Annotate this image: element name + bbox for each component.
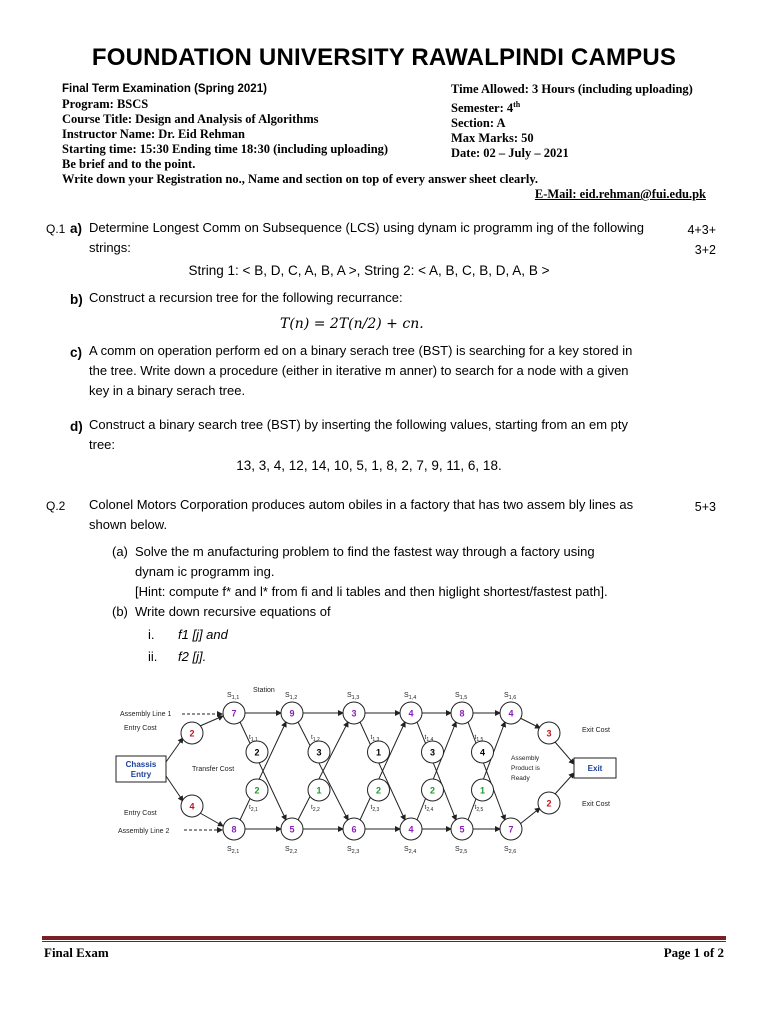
chassis-label: Entry — [130, 770, 152, 779]
transfer-2-4-value: 2 — [429, 785, 436, 796]
text-line: the tree. Write down a procedure (either in iterative m anner) to search for a node with a given — [89, 363, 629, 378]
transfer-cost-label: Transfer Cost — [192, 766, 235, 773]
exit-cost-label: Exit Cost — [582, 727, 611, 734]
station-2-4-value: 4 — [408, 824, 414, 835]
station-1-2-value: 9 — [289, 708, 295, 719]
part-b-text: Construct a recursion tree for the following recurrance: — [89, 290, 403, 305]
station-1-4-value: 4 — [408, 708, 414, 719]
entry-edge — [166, 738, 183, 762]
text-line: tree: — [89, 437, 116, 452]
text-line: Colonel Motors Corporation produces autom obiles in a factory that has two assem bly lines as — [89, 497, 634, 512]
product-ready-label: Product is — [511, 765, 540, 772]
chassis-label: Chassis — [125, 760, 157, 769]
assembly-line-diagram — [112, 680, 632, 860]
footer-rule — [42, 936, 726, 940]
station-1-5-value: 8 — [459, 708, 465, 719]
station-1-label: $S_{1,3}$ — [347, 692, 360, 701]
transfer-2-1-value: 2 — [254, 785, 260, 796]
max-marks: Max Marks: 50 — [451, 131, 534, 146]
transfer-1-2-value: 3 — [316, 747, 322, 758]
exit-label: Exit — [587, 764, 603, 773]
question-2-label: Q.2 — [46, 499, 66, 513]
time-allowed: Time Allowed: 3 Hours (including uploading) — [451, 82, 693, 96]
exit-cost-line-2-value: 2 — [546, 798, 552, 809]
station-2-6-value: 7 — [508, 824, 514, 835]
semester: Semester: 4th — [451, 100, 521, 116]
part-b-label: b) — [70, 292, 83, 307]
program: Program: BSCS — [62, 97, 149, 111]
transfer-2-label: $t_{2,2}$ — [311, 804, 320, 813]
q2-part-a-text — [135, 542, 645, 602]
entry-edge — [200, 716, 223, 726]
transfer-1-5-value: 4 — [479, 747, 486, 758]
transfer-1-4-value: 3 — [429, 747, 436, 758]
instructor-email[interactable]: E-Mail: eid.rehman@fui.edu.pk — [534, 187, 706, 201]
text-line: Determine Longest Comm on Subsequence (LCS) using dynam ic programm ing of the following — [89, 220, 644, 235]
product-ready-label: Assembly — [511, 755, 540, 762]
exit-edge — [520, 718, 540, 728]
assembly-line-2-label: Assembly Line 2 — [118, 828, 170, 835]
part-d-label: d) — [70, 419, 83, 434]
station-1-label: $S_{1,4}$ — [404, 692, 417, 701]
text-line: Construct a binary search tree (BST) by inserting the following values, starting from an em pty — [89, 417, 629, 432]
exam-info-right — [451, 82, 693, 161]
recurrence-formula: T(n) = 2T(n/2) + cn. — [280, 316, 424, 332]
transfer-2-label: $t_{2,1}$ — [249, 804, 258, 813]
transfer-1-3-value: 1 — [375, 747, 382, 758]
entry-cost-label: Entry Cost — [124, 725, 157, 732]
transfer-2-label: $t_{2,5}$ — [474, 804, 484, 813]
text-line: key in a binary serach tree. — [89, 383, 246, 398]
exam-date: Date: 02 – July – 2021 — [451, 146, 569, 161]
station-label: Station — [253, 687, 275, 694]
part-a-label: a) — [70, 221, 83, 236]
exam-name: Final Term Examination (Spring 2021) — [62, 83, 267, 95]
q2-part-b-label: (b) — [112, 604, 128, 619]
station-2-5-value: 5 — [459, 824, 465, 835]
q2-part-b-text: Write down recursive equations of — [135, 604, 331, 619]
footer-left: Final Exam — [44, 945, 109, 960]
bst-values: 13, 3, 4, 12, 14, 10, 5, 1, 8, 2, 7, 9, 11, 6, 18. — [236, 458, 502, 473]
exit-cost-label: Exit Cost — [582, 801, 611, 808]
station-1-1-value: 7 — [231, 708, 237, 719]
instruction-brief: Be brief and to the point. — [62, 157, 196, 171]
transfer-2-label: $t_{2,4}$ — [424, 804, 434, 813]
question-2-marks: 5+3 — [694, 500, 716, 514]
exit-edge — [555, 773, 574, 794]
entry-cost-line-1-value: 2 — [189, 728, 195, 739]
station-1-label: $S_{1,1}$ — [227, 692, 240, 701]
page-number: Page 1 of 2 — [663, 945, 724, 960]
transfer-2-5-value: 1 — [479, 785, 486, 796]
section: Section: A — [451, 116, 506, 131]
station-1-label: $S_{1,5}$ — [455, 692, 468, 701]
station-2-label: $S_{2,1}$ — [227, 846, 240, 855]
station-1-label: $S_{1,6}$ — [504, 692, 517, 701]
transfer-1-label: $t_{1,5}$ — [474, 734, 484, 743]
station-2-label: $S_{2,3}$ — [347, 846, 360, 855]
entry-edge — [200, 813, 223, 826]
entry-edge — [166, 776, 183, 801]
footer-rule-thin — [42, 941, 726, 942]
station-2-label: $S_{2,4}$ — [404, 846, 417, 855]
transfer-1-label: $t_{1,2}$ — [311, 734, 320, 743]
entry-cost-label: Entry Cost — [124, 810, 157, 817]
text-line: shown below. — [89, 517, 168, 532]
course-title: Course Title: Design and Analysis of Algorithms — [62, 112, 319, 126]
exit-edge — [520, 808, 540, 824]
text-line: Solve the m anufacturing problem to find the fastest way through a factory using — [135, 544, 595, 559]
station-2-label: $S_{2,6}$ — [504, 846, 517, 855]
station-1-3-value: 3 — [351, 708, 357, 719]
station-2-label: $S_{2,2}$ — [285, 846, 298, 855]
q2-part-a-label: (a) — [112, 544, 128, 559]
transfer-1-label: $t_{1,1}$ — [249, 734, 258, 743]
station-1-6-value: 4 — [508, 708, 514, 719]
station-2-1-value: 8 — [231, 824, 237, 835]
equation-item-2: f2 [j]. — [178, 649, 207, 664]
station-2-2-value: 5 — [289, 824, 295, 835]
q2-intro — [89, 495, 649, 535]
question-1-label: Q.1 — [46, 222, 66, 236]
station-2-3-value: 6 — [351, 824, 357, 835]
part-d-text — [89, 415, 649, 455]
product-ready-label: Ready — [511, 775, 530, 782]
assembly-line-1-label: Assembly Line 1 — [120, 711, 172, 718]
instructor-name: Instructor Name: Dr. Eid Rehman — [62, 127, 245, 141]
lcs-strings: String 1: < B, D, C, A, B, A >, String 2: < A, B, C, B, D, A, B > — [188, 263, 550, 278]
text-line: A comm on operation perform ed on a binary serach tree (BST) is searching for a key stored in — [89, 343, 633, 358]
transfer-2-2-value: 1 — [316, 785, 322, 796]
equation-item-1: f1 [j] and — [178, 627, 228, 642]
equation-item-2-num: ii. — [148, 649, 158, 664]
equation-item-1-num: i. — [148, 627, 155, 642]
hint-line: [Hint: compute f* and l* from fi and li tables and then higlight shortest/fastest path]. — [135, 584, 608, 599]
transfer-2-label: $t_{2,3}$ — [370, 804, 380, 813]
university-title: FOUNDATION UNIVERSITY RAWALPINDI CAMPUS — [91, 44, 677, 71]
entry-cost-line-2-value: 4 — [189, 801, 195, 812]
exit-edge — [555, 742, 574, 764]
transfer-1-label: $t_{1,4}$ — [424, 734, 434, 743]
marks-line: 3+2 — [694, 243, 716, 257]
marks-line: 4+3+ — [687, 223, 716, 237]
timing: Starting time: 15:30 Ending time 18:30 (including uploading) — [62, 142, 389, 156]
transfer-1-label: $t_{1,3}$ — [370, 734, 380, 743]
instruction-registration: Write down your Registration no., Name and section on top of every answer sheet clearly. — [62, 172, 539, 186]
exit-cost-line-1-value: 3 — [546, 728, 552, 739]
question-1-marks — [687, 220, 716, 260]
transfer-2-3-value: 2 — [375, 785, 382, 796]
part-c-text — [89, 341, 649, 401]
text-line: strings: — [89, 240, 131, 255]
transfer-1-1-value: 2 — [254, 747, 260, 758]
station-2-label: $S_{2,5}$ — [455, 846, 468, 855]
part-a-text — [89, 218, 649, 258]
part-c-label: c) — [70, 345, 83, 360]
station-1-label: $S_{1,2}$ — [285, 692, 298, 701]
text-line: dynam ic programm ing. — [135, 564, 275, 579]
